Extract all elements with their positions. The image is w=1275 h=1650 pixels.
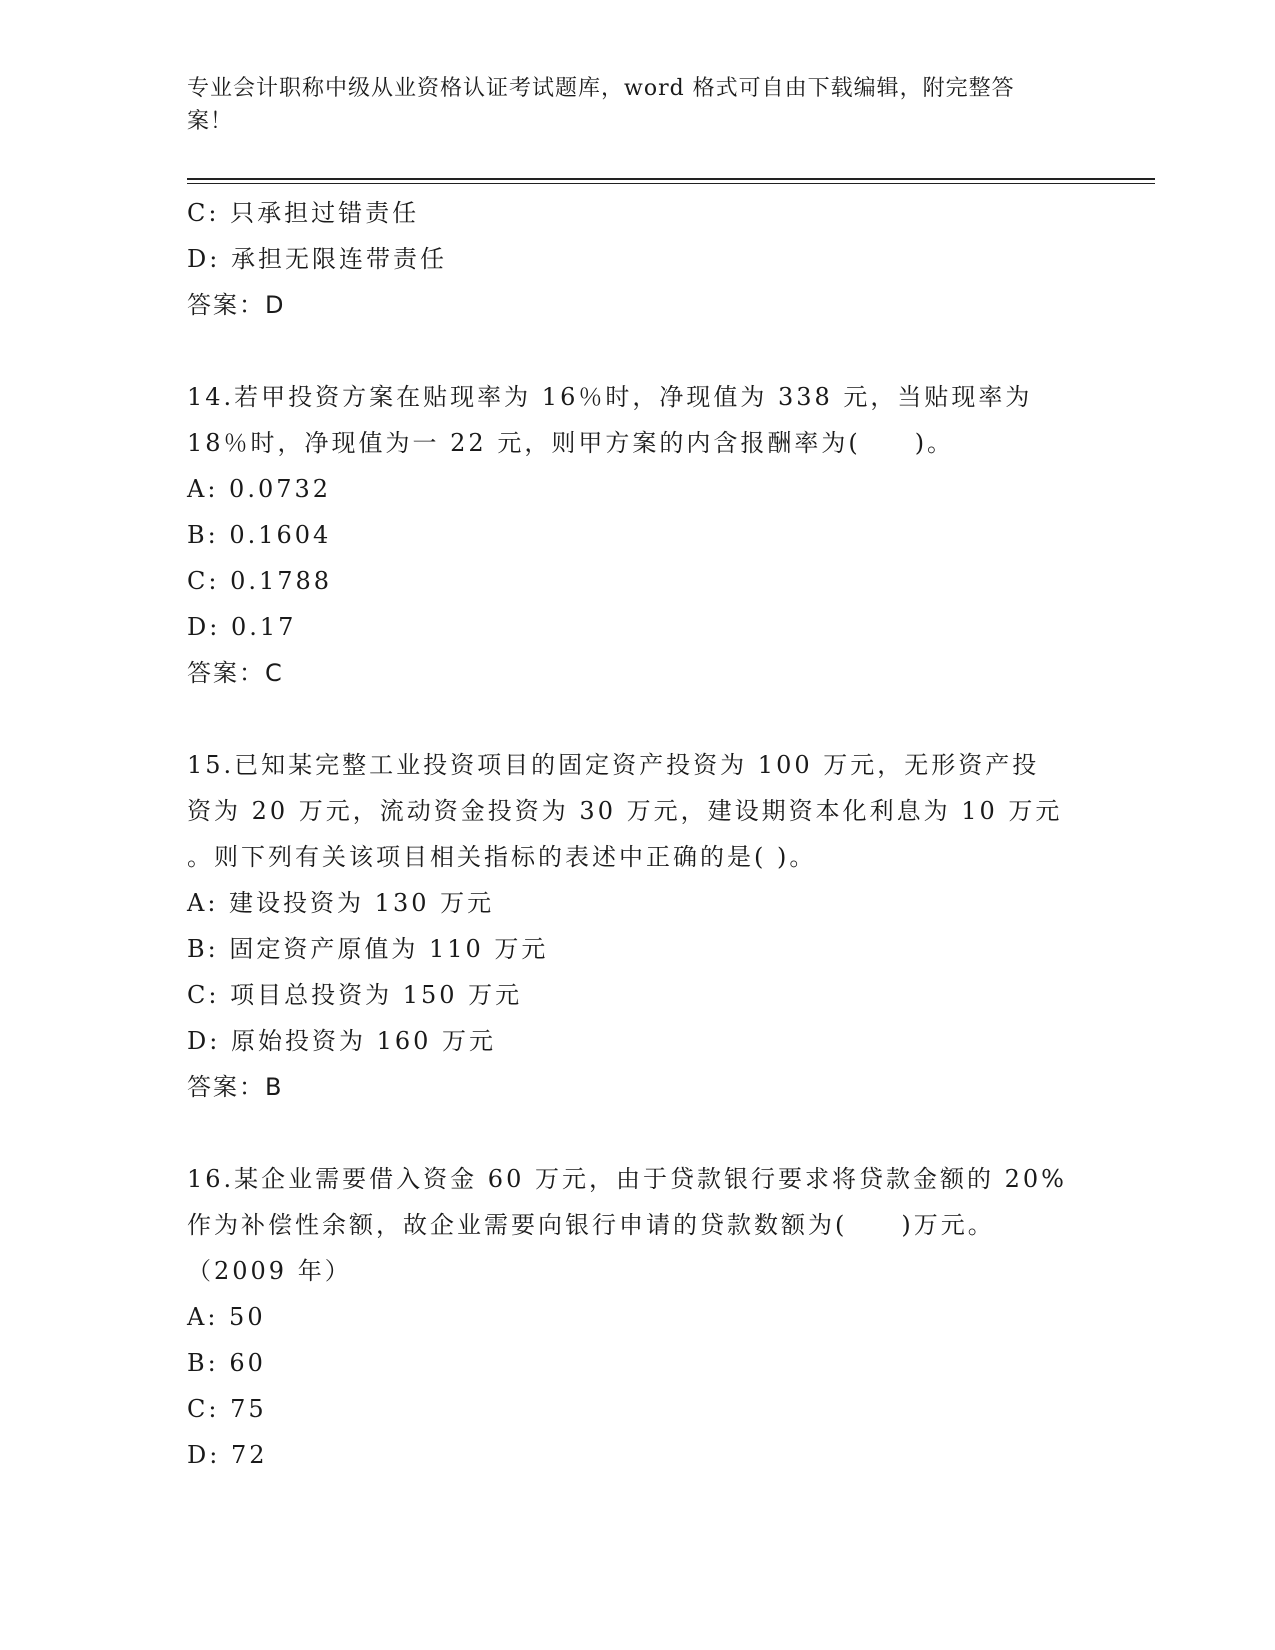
option-a: A: 建设投资为 130 万元 [187, 889, 495, 917]
question-stem: 资为 20 万元，流动资金投资为 30 万元，建设期资本化利息为 10 万元 [187, 797, 1063, 825]
spacer [187, 328, 1087, 374]
option-c: C: 75 [187, 1395, 267, 1423]
option-b: B: 固定资产原值为 110 万元 [187, 935, 549, 963]
question-stem: 15.已知某完整工业投资项目的固定资产投资为 100 万元，无形资产投 [187, 751, 1040, 779]
spacer [187, 1110, 1087, 1156]
option-a: A: 50 [187, 1303, 266, 1331]
header-line: 专业会计职称中级从业资格认证考试题库，word 格式可自由下载编辑，附完整答 [187, 76, 1015, 101]
header-rule-top [187, 178, 1155, 180]
question-16 [187, 1156, 1087, 1478]
question-14 [187, 374, 1087, 696]
document-header [187, 72, 1087, 138]
header-rule-bottom [187, 183, 1155, 184]
option-c: C: 只承担过错责任 [187, 199, 420, 227]
answer: 答案：D [187, 291, 286, 319]
option-b: B: 60 [187, 1349, 266, 1377]
question-stem: 18％时，净现值为一 22 元，则甲方案的内含报酬率为( )。 [187, 429, 955, 457]
question-stem: 。则下列有关该项目相关指标的表述中正确的是( )。 [187, 843, 817, 871]
option-a: A: 0.0732 [187, 475, 332, 503]
option-c: C: 项目总投资为 150 万元 [187, 981, 523, 1009]
answer: 答案：C [187, 659, 284, 687]
header-line: 案！ [187, 109, 234, 134]
option-c: C: 0.1788 [187, 567, 333, 595]
option-d: D: 0.17 [187, 613, 297, 641]
spacer [187, 696, 1087, 742]
answer: 答案：B [187, 1073, 284, 1101]
question-stem: 作为补偿性余额，故企业需要向银行申请的贷款数额为( )万元。 [187, 1211, 995, 1239]
option-b: B: 0.1604 [187, 521, 332, 549]
question-stem: （2009 年） [187, 1257, 352, 1285]
question-list [187, 190, 1087, 1478]
option-d: D: 72 [187, 1441, 268, 1469]
option-d: D: 原始投资为 160 万元 [187, 1027, 497, 1055]
option-d: D: 承担无限连带责任 [187, 245, 447, 273]
question-13-tail [187, 190, 1087, 328]
question-stem: 16.某企业需要借入资金 60 万元，由于贷款银行要求将贷款金额的 20% [187, 1165, 1067, 1193]
question-stem: 14.若甲投资方案在贴现率为 16％时，净现值为 338 元，当贴现率为 [187, 383, 1033, 411]
question-15 [187, 742, 1087, 1110]
